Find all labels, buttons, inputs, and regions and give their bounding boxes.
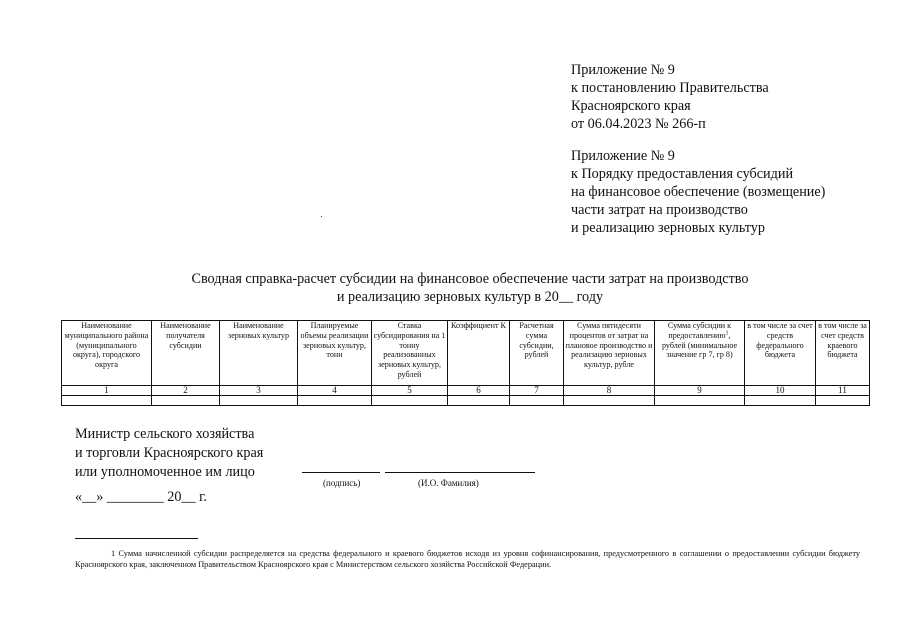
empty-cell xyxy=(745,396,816,406)
column-number: 2 xyxy=(152,386,220,396)
footnote-text: 1 Сумма начисленной субсидии распределяется на средства федерального и краевого бюджетов исходя из уровня софинансирования, предусмотренного в соглашении о предоставлении субсидии бюджету Красноярского края, заключенном Правительством Красноярского края с Министерством сельского хозяйства Российской Федерации. xyxy=(75,549,860,569)
name-caption: (И.О. Фамилия) xyxy=(418,478,479,488)
signature-caption: (подпись) xyxy=(323,478,361,488)
table-empty-row xyxy=(62,396,870,406)
empty-cell xyxy=(655,396,745,406)
header-line: от 06.04.2023 № 266-п xyxy=(571,116,706,132)
document-title xyxy=(120,270,820,306)
header-line: к постановлению Правительства xyxy=(571,80,769,96)
signatory-line: и торговли Красноярского края xyxy=(75,445,264,461)
col-header-district: Наименование муниципального района (муниципального округа), городского округа xyxy=(62,321,152,386)
signatory-block xyxy=(75,425,263,482)
empty-cell xyxy=(372,396,448,406)
col-header-federal: в том числе за счет средств федерального бюджета xyxy=(745,321,816,386)
signature-underline xyxy=(302,472,380,473)
column-number: 5 xyxy=(372,386,448,396)
col-header-recipient: Наименование получателя субсидии xyxy=(152,321,220,386)
col9-text-rest: , рублей (минимальное значение гр 7, гр 8) xyxy=(661,330,738,360)
col-header-fifty-percent: Сумма пятидесяти процентов от затрат на плановое производство и реализацию зерновых культур, рубле xyxy=(564,321,655,386)
col-header-rate: Ставка субсидирования на 1 тонну реализованных зерновых культур, рублей xyxy=(372,321,448,386)
column-number-row xyxy=(62,386,870,396)
empty-cell xyxy=(564,396,655,406)
empty-cell xyxy=(816,396,870,406)
subsidy-calculation-table xyxy=(61,320,870,406)
col-header-crops: Наименование зерновых культур xyxy=(220,321,298,386)
header-line: части затрат на производство xyxy=(571,202,748,218)
col-header-subsidy-sum xyxy=(655,321,745,386)
header-line: Красноярского края xyxy=(571,98,691,114)
empty-cell xyxy=(298,396,372,406)
empty-cell xyxy=(152,396,220,406)
title-line: и реализацию зерновых культур в 20__ году xyxy=(336,289,604,305)
title-line: Сводная справка-расчет субсидии на финансовое обеспечение части затрат на производство xyxy=(191,271,749,287)
col-header-calc-sum: Расчетная сумма субсидии, рублей xyxy=(510,321,564,386)
col-header-volume: Планируемые объемы реализации зерновых культур, тонн xyxy=(298,321,372,386)
col9-text: Сумма субсидии к предоставлению xyxy=(667,321,732,340)
column-number: 11 xyxy=(816,386,870,396)
name-underline xyxy=(385,472,535,473)
date-line: «__» ________ 20__ г. xyxy=(75,489,207,505)
col-header-regional: в том числе за счет средств краевого бюджета xyxy=(816,321,870,386)
column-number: 7 xyxy=(510,386,564,396)
signatory-line: или уполномоченное им лицо xyxy=(75,464,255,480)
empty-cell xyxy=(62,396,152,406)
column-number: 6 xyxy=(448,386,510,396)
column-number: 3 xyxy=(220,386,298,396)
header-line: Приложение № 9 xyxy=(571,148,675,164)
table-header-row xyxy=(62,321,870,386)
scan-speck xyxy=(321,216,322,217)
col-header-coefficient: Коэффициент К xyxy=(448,321,510,386)
empty-cell xyxy=(510,396,564,406)
header-line: Приложение № 9 xyxy=(571,62,675,78)
appendix-header-resolution xyxy=(571,61,891,133)
column-number: 4 xyxy=(298,386,372,396)
header-line: к Порядку предоставления субсидий xyxy=(571,166,794,182)
header-line: на финансовое обеспечение (возмещение) xyxy=(571,184,826,200)
column-number: 9 xyxy=(655,386,745,396)
signatory-line: Министр сельского хозяйства xyxy=(75,426,255,442)
footnote-mark: 1 xyxy=(725,330,729,337)
footnote-separator xyxy=(75,538,198,539)
appendix-header-procedure xyxy=(571,147,891,237)
empty-cell xyxy=(448,396,510,406)
empty-cell xyxy=(220,396,298,406)
column-number: 8 xyxy=(564,386,655,396)
column-number: 10 xyxy=(745,386,816,396)
column-number: 1 xyxy=(62,386,152,396)
header-line: и реализацию зерновых культур xyxy=(571,220,765,236)
